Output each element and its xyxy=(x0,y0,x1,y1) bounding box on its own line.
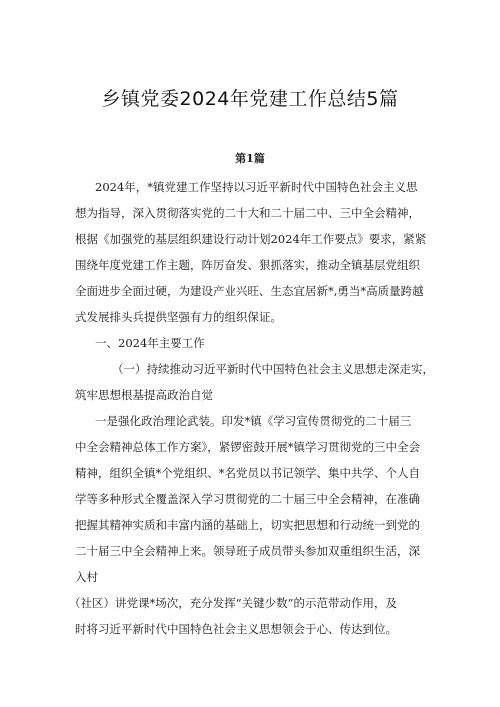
subsection-heading-cont: 筑牢思想根基提高政治自觉 xyxy=(75,388,213,402)
paragraph-line: 围绕年度党建工作主题，阵厉奋发、狠抓落实，推动全镇基层党组织 xyxy=(75,258,420,272)
section-heading: 一、2024年主要工作 xyxy=(95,336,205,350)
section-label: 第1篇 xyxy=(235,152,265,165)
paragraph-line: 中全会精神总体工作方案》，紧锣密鼓开展*镇学习贯彻党的三中全会 xyxy=(75,440,420,454)
paragraph-line: 时将习近平新时代中国特色社会主义思想领会于心、传达到位。 xyxy=(75,622,397,636)
subsection-heading: （一）持续推动习近平新时代中国特色社会主义思想走深走实， xyxy=(112,362,434,376)
paragraph-line: 二十届三中全会精神上来。领导班子成员带头参加双重组织生活，深 xyxy=(75,544,420,558)
paragraph-line: 根据《加强党的基层组织建设行动计划2024年工作要点》要求，紧紧 xyxy=(75,232,427,246)
paragraph-line: 式发展排头兵提供坚强有力的组织保证。 xyxy=(75,310,282,324)
paragraph-line: 学等多种形式全覆盖深入学习贯彻党的二十届三中全会精神，在准确 xyxy=(75,492,420,506)
paragraph-line: （社区）讲党课*场次，充分发挥“关键少数”的示范带动作用，及 xyxy=(69,596,398,610)
paragraph-line: 入村 xyxy=(75,570,98,584)
paragraph-line: 把握其精神实质和丰富内涵的基础上，切实把思想和行动统一到党的 xyxy=(75,518,420,532)
paragraph-line: 2024年，*镇党建工作坚持以习近平新时代中国特色社会主义思 xyxy=(95,180,418,194)
document-title: 乡镇党委2024年党建工作总结5篇 xyxy=(101,88,399,110)
paragraph-line: 全面进步全面过硬，为建设产业兴旺、生态宜居新*,勇当*高质量跨越 xyxy=(75,284,424,298)
paragraph-line: 一是强化政治理论武装。印发*镇《学习宣传贯彻党的二十届三 xyxy=(95,414,412,428)
paragraph-line: 想为指导，深入贯彻落实党的二十大和二十届二中、三中全会精神， xyxy=(75,206,420,220)
paragraph-line: 精神，组织全镇*个党组织、*名党员以书记领学、集中共学、个人自 xyxy=(75,466,420,480)
